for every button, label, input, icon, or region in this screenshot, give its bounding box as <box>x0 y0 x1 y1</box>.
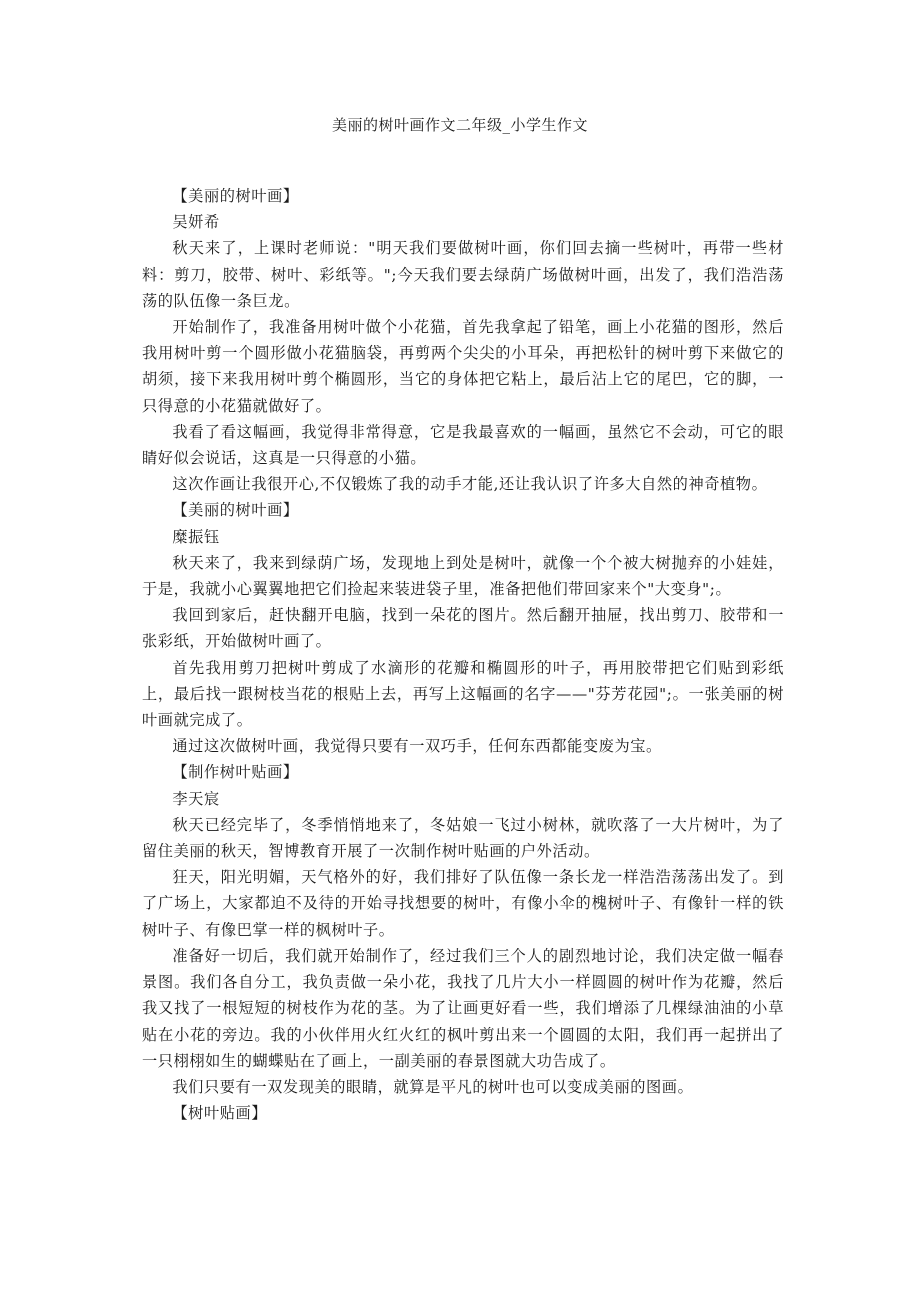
paragraph: 秋天已经完毕了，冬季悄悄地来了，冬姑娘一飞过小树林，就吹落了一大片树叶，为了留住美丽的秋天，智博教育开展了一次制作树叶贴画的户外活动。 <box>142 815 784 861</box>
section-heading: 【美丽的树叶画】 <box>172 187 299 205</box>
section-heading: 【制作树叶贴画】 <box>172 763 299 782</box>
author-name: 吴妍希 <box>172 213 220 232</box>
section-heading: 【美丽的树叶画】 <box>172 501 299 520</box>
paragraph: 秋天来了，上课时老师说："明天我们要做树叶画，你们回去摘一些树叶，再带一些材料：剪刀，胶带、树叶、彩纸等。";今天我们要去绿荫广场做树叶画，出发了，我们浩浩荡荡的队伍像一条巨龙。 <box>142 239 784 310</box>
paragraph: 这次作画让我很开心,不仅锻炼了我的动手才能,还让我认识了许多大自然的神奇植物。 <box>172 475 768 494</box>
document-title: 美丽的树叶画作文二年级_小学生作文 <box>331 116 588 134</box>
paragraph: 开始制作了，我准备用树叶做个小花猫，首先我拿起了铅笔，画上小花猫的图形，然后我用树叶剪一个圆形做小花猫脑袋，再剪两个尖尖的小耳朵，再把松针的树叶剪下来做它的胡须，接下来我用树叶剪个椭圆形，当它的身体把它粘上，最后沾上它的尾巴，它的脚，一只得意的小花猫就做好了。 <box>142 318 784 415</box>
author-name: 糜振钰 <box>172 527 220 546</box>
paragraph: 狂天，阳光明媚，天气格外的好，我们排好了队伍像一条长龙一样浩浩荡荡出发了。到了广场上，大家都迫不及待的开始寻找想要的树叶，有像小伞的槐树叶子、有像针一样的铁树叶子、有像巴掌一样的枫树叶子。 <box>142 868 784 939</box>
section-heading: 【树叶贴画】 <box>172 1104 268 1123</box>
paragraph: 通过这次做树叶画，我觉得只要有一双巧手，任何东西都能变废为宝。 <box>172 737 662 756</box>
paragraph: 准备好一切后，我们就开始制作了，经过我们三个人的剧烈地讨论，我们决定做一幅春景图。我们各自分工，我负责做一朵小花，我找了几片大小一样圆圆的树叶作为花瓣，然后我又找了一根短短的树枝作为花的茎。为了让画更好看一些，我们增添了几棵绿油油的小草贴在小花的旁边。我的小伙伴用火红火红的枫叶剪出来一个圆圆的太阳，我们再一起拼出了一只栩栩如生的蝴蝶贴在了画上，一副美丽的春景图就大功告成了。 <box>142 946 784 1070</box>
paragraph: 我们只要有一双发现美的眼睛，就算是平凡的树叶也可以变成美丽的图画。 <box>172 1077 694 1096</box>
author-name: 李天宸 <box>172 789 220 808</box>
paragraph: 我看了看这幅画，我觉得非常得意，它是我最喜欢的一幅画，虽然它不会动，可它的眼睛好似会说话，这真是一只得意的小猫。 <box>142 422 784 468</box>
document-body <box>142 183 784 1126</box>
paragraph: 我回到家后，赶快翻开电脑，找到一朵花的图片。然后翻开抽屉，找出剪刀、胶带和一张彩纸，开始做树叶画了。 <box>142 606 784 651</box>
paragraph: 首先我用剪刀把树叶剪成了水滴形的花瓣和椭圆形的叶子，再用胶带把它们贴到彩纸上，最后找一跟树枝当花的根贴上去，再写上这幅画的名字——"芬芳花园";。一张美丽的树叶画就完成了。 <box>142 658 784 730</box>
paragraph: 秋天来了，我来到绿荫广场，发现地上到处是树叶，就像一个个被大树抛弃的小娃娃，于是，我就小心翼翼地把它们捡起来装进袋子里，准备把他们带回家来个"大变身";。 <box>142 553 784 599</box>
